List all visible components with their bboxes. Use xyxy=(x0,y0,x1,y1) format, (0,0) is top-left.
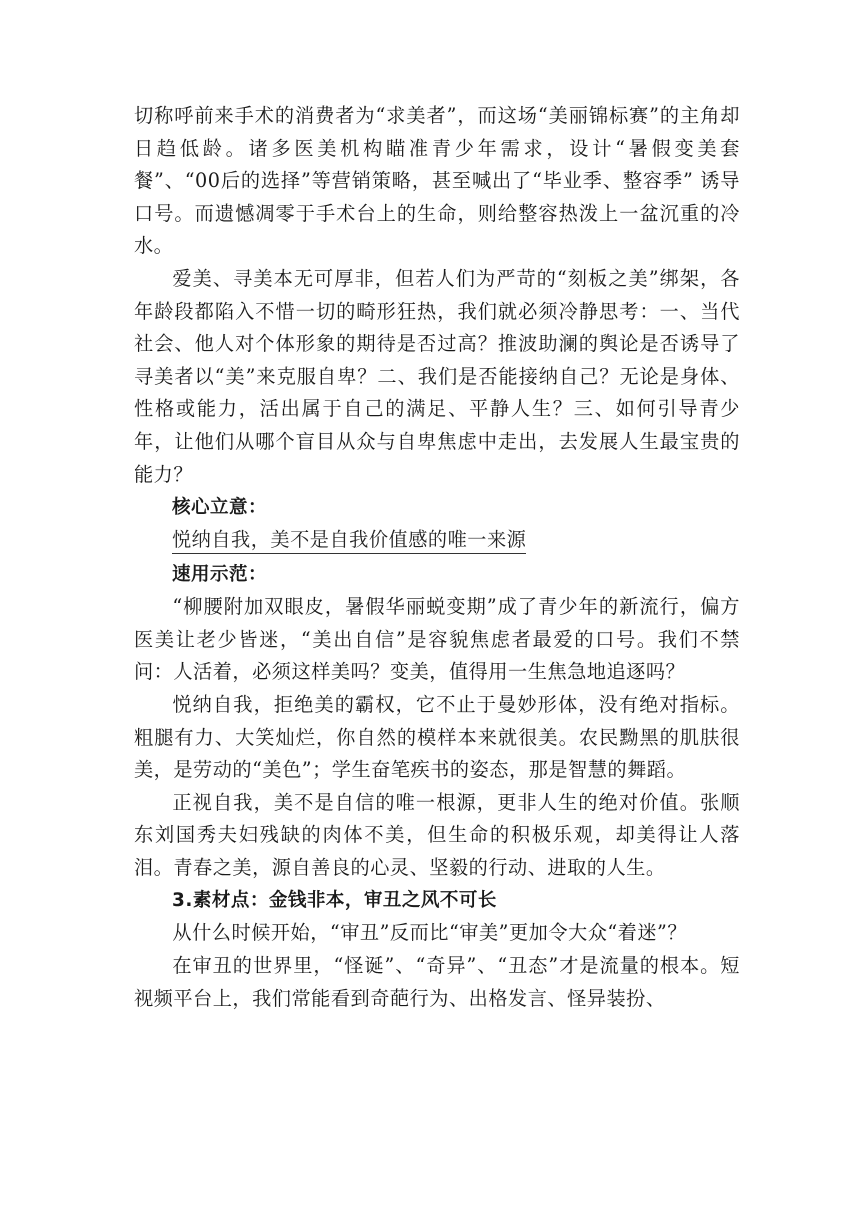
paragraph-ugly-aesthetics-question: 从什么时候开始，“审丑”反而比“审美”更加令大众“着迷”？ xyxy=(172,921,688,945)
paragraph-demo-2: 悦纳自我，拒绝美的霸权，它不止于曼妙形体，没有绝对指标。粗腿有力、大笑灿烂，你自然的模样本来就很美。农民黝黑的肌肤很美，是劳动的“美色”；学生奋笔疾书的姿态，那是智慧的舞蹈。 xyxy=(134,692,740,782)
heading-core-idea: 核心立意： xyxy=(172,497,268,519)
paragraph-reflection: 爱美、寻美本无可厚非，但若人们为严苛的“刻板之美”绑架，各年龄段都陷入不惜一切的畸形狂热，我们就必须冷静思考：一、当代社会、他人对个体形象的期待是否过高？推波助澜的舆论是否诱导了寻美者以“美”来克服自卑？二、我们是否能接纳自己？无论是身体、性格或能力，活出属于自己的满足、平静人生？三、如何引导青少年，让他们从哪个盲目从众与自卑焦虑中走出，去发展人生最宝贵的能力？ xyxy=(134,266,740,486)
paragraph-demo-3: 正视自我，美不是自信的唯一根源，更非人生的绝对价值。张顺东刘国秀夫妇残缺的肉体不美，但生命的积极乐观，却美得让人落泪。青春之美，源自善良的心灵、坚毅的行动、进取的人生。 xyxy=(134,790,740,879)
paragraph-intro-continued: 切称呼前来手术的消费者为“求美者”，而这场“美丽锦标赛”的主角却日趋低龄。诸多医美机构瞄准青少年需求，设计“暑假变美套餐”、“00后的选择”等营销策略，甚至喊出了“毕业季、整容季” 诱导口号。而遗憾凋零于手术台上的生命，则给整容热泼上一盆沉重的冷水。 xyxy=(134,104,740,258)
paragraph-ugly-aesthetics-body: 在审丑的世界里，“怪诞”、“奇异”、“丑态”才是流量的根本。短视频平台上，我们常能看到奇葩行为、出格发言、怪异装扮、 xyxy=(134,954,740,1010)
paragraph-demo-1: “柳腰附加双眼皮，暑假华丽蜕变期”成了青少年的新流行，偏方医美让老少皆迷，“美出自信”是容貌焦虑者最爱的口号。我们不禁问：人活着，必须这样美吗？变美，值得用一生焦急地追逐吗？ xyxy=(134,595,740,684)
heading-quick-demo: 速用示范： xyxy=(172,564,268,586)
document-page xyxy=(134,100,740,1015)
heading-material-point-3: 3.素材点：金钱非本，审丑之风不可长 xyxy=(172,890,497,912)
core-idea-text: 悦纳自我，美不是自我价值感的唯一来源 xyxy=(172,527,526,554)
